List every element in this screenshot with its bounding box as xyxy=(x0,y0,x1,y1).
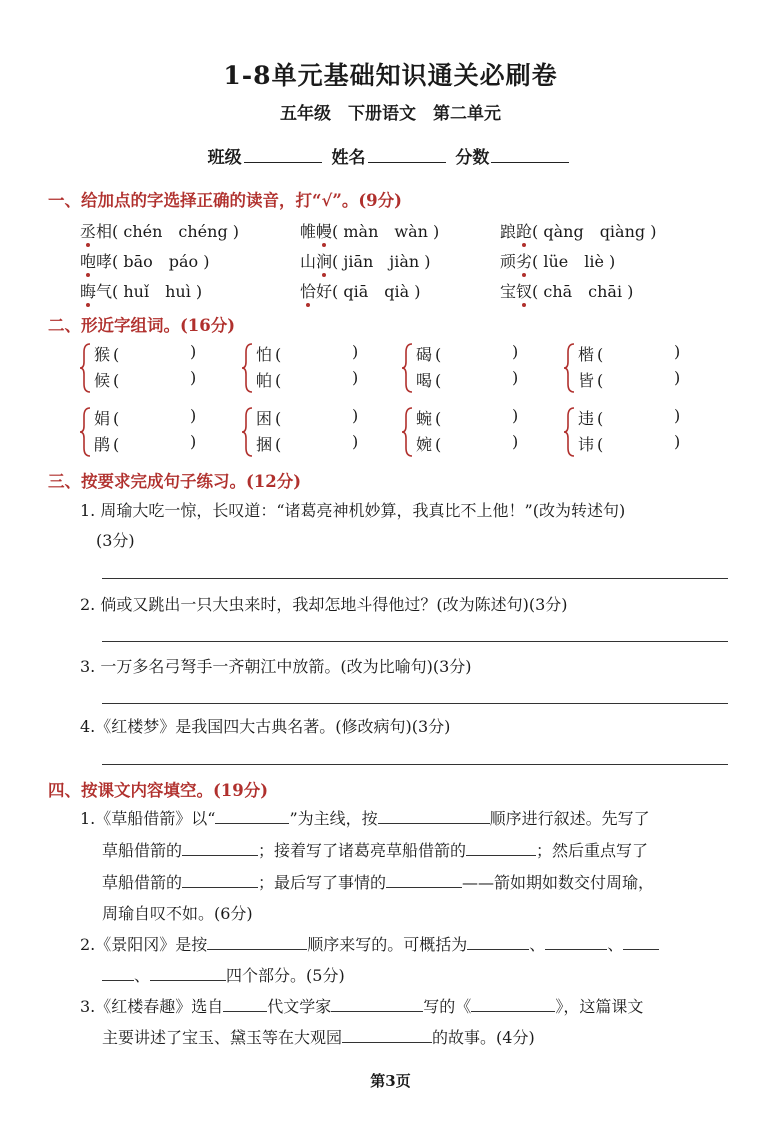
s1-item xyxy=(80,219,239,242)
s4-q1-blank-4[interactable] xyxy=(466,840,536,856)
s4-q2-blank-5[interactable] xyxy=(150,965,226,981)
s4-q3-blank-2[interactable] xyxy=(331,996,423,1012)
name-label: 姓名 xyxy=(331,148,366,168)
s1-word-part: 山 xyxy=(300,252,317,271)
s4-q3-text-e: 主要讲述了宝玉、黛玉等在大观园 xyxy=(102,1028,343,1047)
s1-word-part: 好 xyxy=(316,282,333,301)
s4-q3-line1 xyxy=(80,994,643,1017)
s2-paren-close: ) xyxy=(190,368,197,387)
s2-char: 蜿 xyxy=(416,409,433,428)
s2-char: 候 xyxy=(94,371,111,390)
s4-q1-text-d: 草船借箭的 xyxy=(102,841,183,860)
s4-q3-blank-4[interactable] xyxy=(342,1027,432,1043)
s4-q1-text-f: ；然后重点写了 xyxy=(536,841,649,860)
s2-paren-close: ) xyxy=(512,342,519,361)
s2-paren-close: ) xyxy=(352,342,359,361)
brace-icon xyxy=(242,406,254,458)
s4-q2-blank-4b[interactable] xyxy=(102,965,134,981)
s2-paren-close: ) xyxy=(512,406,519,425)
s2-row[interactable] xyxy=(256,406,281,429)
s2-row[interactable] xyxy=(416,342,441,365)
s4-q1-blank-6[interactable] xyxy=(386,872,462,888)
s4-q1-blank-3[interactable] xyxy=(182,840,258,856)
s2-group xyxy=(242,406,362,460)
s1-dotted-char: 恰 xyxy=(300,279,316,302)
s3-question-1-score: (3分) xyxy=(96,531,135,550)
section2-heading: 二、形近字组词。(16分) xyxy=(48,316,236,335)
s2-paren-open: ( xyxy=(275,435,282,454)
s2-paren-open: ( xyxy=(113,371,120,390)
s2-paren-open: ( xyxy=(435,409,442,428)
s1-pinyin-choices[interactable]: ( qiā qià ) xyxy=(332,282,421,301)
s2-char: 怕 xyxy=(256,345,273,364)
section1-heading: 一、给加点的字选择正确的读音，打“√”。(9分) xyxy=(48,191,402,210)
s2-paren-open: ( xyxy=(597,435,604,454)
page-subtitle: 五年级 下册语文 第二单元 xyxy=(280,104,501,124)
s4-q3-line2 xyxy=(102,1025,535,1048)
s2-char: 娟 xyxy=(94,409,111,428)
s1-dotted-char: 跄 xyxy=(516,219,532,242)
s1-dotted-char: 晦 xyxy=(80,279,96,302)
s1-item xyxy=(80,249,210,272)
s1-pinyin-choices[interactable]: ( qàng qiàng ) xyxy=(532,222,657,241)
s2-char: 捆 xyxy=(256,435,273,454)
brace-icon xyxy=(402,406,414,458)
brace-icon xyxy=(80,342,92,394)
s4-q3-text-f: 的故事。(4分) xyxy=(432,1028,535,1047)
s2-char: 皆 xyxy=(578,371,595,390)
s3-answer-line-4[interactable] xyxy=(102,764,728,765)
s1-pinyin-choices[interactable]: ( màn wàn ) xyxy=(332,222,440,241)
s2-group xyxy=(402,342,522,396)
s2-paren-close: ) xyxy=(674,406,681,425)
s2-group xyxy=(564,342,684,396)
s2-paren-open: ( xyxy=(275,409,282,428)
s1-item xyxy=(500,279,633,302)
s2-row[interactable] xyxy=(94,368,119,391)
s1-item xyxy=(500,219,656,242)
s1-pinyin-choices[interactable]: ( huǐ huì ) xyxy=(112,282,203,301)
s1-pinyin-choices[interactable]: ( jiān jiàn ) xyxy=(332,252,431,271)
s4-q2-blank-3[interactable] xyxy=(545,934,607,950)
s2-row[interactable] xyxy=(256,342,281,365)
class-label: 班级 xyxy=(207,148,242,168)
s1-dotted-char: 钗 xyxy=(516,279,532,302)
s2-paren-close: ) xyxy=(352,432,359,451)
s2-paren-close: ) xyxy=(190,342,197,361)
s2-group xyxy=(242,342,362,396)
s4-q2-blank-4a[interactable] xyxy=(623,934,659,950)
s2-paren-close: ) xyxy=(674,368,681,387)
class-blank[interactable] xyxy=(244,146,322,163)
s2-paren-close: ) xyxy=(512,432,519,451)
s1-dotted-char: 幔 xyxy=(316,219,332,242)
s1-dotted-char: 劣 xyxy=(516,249,532,272)
s2-paren-open: ( xyxy=(435,345,442,364)
s2-char: 鹃 xyxy=(94,435,111,454)
s4-q1-text-c: 顺序进行叙述。先写了 xyxy=(489,809,650,828)
s2-char: 碣 xyxy=(416,345,433,364)
s4-q1-text-e: ；接着写了诸葛亮草船借箭的 xyxy=(258,841,467,860)
s1-word-part: 顽 xyxy=(500,252,517,271)
s4-q1-text-i: ——箭如期如数交付周瑜， xyxy=(462,873,655,892)
s3-question-1: 1. 周瑜大吃一惊，长叹道：“诸葛亮神机妙算，我真比不上他！”(改为转述句) xyxy=(80,501,626,520)
s2-paren-close: ) xyxy=(674,432,681,451)
student-info-row xyxy=(0,143,781,168)
s4-q1-line3 xyxy=(102,870,654,893)
s2-char: 帕 xyxy=(256,371,273,390)
s1-item xyxy=(300,279,421,302)
s2-paren-open: ( xyxy=(435,435,442,454)
s2-char: 猴 xyxy=(94,345,111,364)
s1-word-part: 踉 xyxy=(500,222,517,241)
score-label: 分数 xyxy=(455,148,490,168)
brace-icon xyxy=(564,342,576,394)
s3-answer-line-2[interactable] xyxy=(102,641,728,642)
s4-q1-text-a: 1.《草船借箭》以“ xyxy=(80,809,216,828)
s1-dotted-char: 咆 xyxy=(80,249,96,272)
s1-pinyin-choices[interactable]: ( bāo páo ) xyxy=(112,252,210,271)
s2-paren-open: ( xyxy=(113,409,120,428)
s4-q1-blank-2[interactable] xyxy=(378,808,490,824)
s2-row[interactable] xyxy=(256,368,281,391)
s3-question-3: 3. 一万多名弓弩手一齐朝江中放箭。(改为比喻句)(3分) xyxy=(80,657,472,676)
brace-icon xyxy=(402,342,414,394)
page-number: 第3页 xyxy=(370,1072,411,1090)
s1-pinyin-choices[interactable]: ( lüe liè ) xyxy=(532,252,616,271)
s4-q3-blank-1[interactable] xyxy=(223,996,267,1012)
s2-row[interactable] xyxy=(94,432,119,455)
s2-paren-open: ( xyxy=(597,371,604,390)
s4-q3-text-b: 代文学家 xyxy=(267,997,332,1016)
s2-row[interactable] xyxy=(578,342,603,365)
s4-q1-line2 xyxy=(102,838,648,861)
s2-row[interactable] xyxy=(94,406,119,429)
s2-paren-open: ( xyxy=(275,345,282,364)
brace-icon xyxy=(564,406,576,458)
s4-q2-text-d: 、 xyxy=(607,935,624,954)
s3-question-4: 4.《红楼梦》是我国四大古典名著。(修改病句)(3分) xyxy=(80,717,451,736)
section3-heading: 三、按要求完成句子练习。(12分) xyxy=(48,472,302,491)
s3-answer-line-1[interactable] xyxy=(102,578,728,579)
s2-row[interactable] xyxy=(256,432,281,455)
s1-word-part: 宝 xyxy=(500,282,517,301)
name-blank[interactable] xyxy=(368,146,446,163)
s1-word-part: 相 xyxy=(96,222,113,241)
s4-q2-text-b: 顺序来写的。可概括为 xyxy=(307,935,468,954)
s1-dotted-char: 丞 xyxy=(80,219,96,242)
s1-item xyxy=(300,249,431,272)
s4-q2-text-c: 、 xyxy=(529,935,546,954)
s4-q2-text-f: 四个部分。(5分) xyxy=(226,966,345,985)
s2-group xyxy=(80,342,200,396)
s2-char: 违 xyxy=(578,409,595,428)
s4-q2-blank-1[interactable] xyxy=(207,934,307,950)
s2-row[interactable] xyxy=(416,368,441,391)
s2-row[interactable] xyxy=(578,406,603,429)
page-title: 1-8单元基础知识通关必刷卷 xyxy=(223,61,558,90)
s2-row[interactable] xyxy=(578,432,603,455)
s2-paren-close: ) xyxy=(352,368,359,387)
s4-q1-blank-1[interactable] xyxy=(215,808,289,824)
s3-answer-line-3[interactable] xyxy=(102,703,728,704)
s2-char: 喝 xyxy=(416,371,433,390)
s4-q3-text-a: 3.《红楼春趣》选自 xyxy=(80,997,224,1016)
s1-pinyin-choices[interactable]: ( chén chéng ) xyxy=(112,222,240,241)
s4-q2-line1 xyxy=(80,932,659,955)
s2-paren-open: ( xyxy=(597,345,604,364)
s2-group xyxy=(80,406,200,460)
s2-paren-close: ) xyxy=(674,342,681,361)
s1-word-part: 气 xyxy=(96,282,113,301)
s2-group xyxy=(402,406,522,460)
s2-paren-close: ) xyxy=(352,406,359,425)
s1-dotted-char: 涧 xyxy=(316,249,332,272)
s2-row[interactable] xyxy=(416,432,441,455)
s1-item xyxy=(80,279,202,302)
s4-q2-text-e: 、 xyxy=(134,966,151,985)
s4-q1-line1 xyxy=(80,806,650,829)
s2-paren-close: ) xyxy=(190,406,197,425)
s4-q3-text-d: 》，这篇课文 xyxy=(555,997,644,1016)
s2-paren-open: ( xyxy=(113,435,120,454)
s2-row[interactable] xyxy=(578,368,603,391)
s4-q1-text-h: ；最后写了事情的 xyxy=(258,873,387,892)
section4-heading: 四、按课文内容填空。(19分) xyxy=(48,781,269,800)
s2-paren-close: ) xyxy=(190,432,197,451)
brace-icon xyxy=(80,406,92,458)
s1-word-part: 帷 xyxy=(300,222,317,241)
s2-paren-open: ( xyxy=(113,345,120,364)
s3-question-2: 2. 倘或又跳出一只大虫来时，我却怎地斗得他过？(改为陈述句)(3分) xyxy=(80,595,568,614)
s2-char: 讳 xyxy=(578,435,595,454)
s4-q1-line4: 周瑜自叹不如。(6分) xyxy=(102,904,253,923)
brace-icon xyxy=(242,342,254,394)
s4-q2-blank-2[interactable] xyxy=(467,934,529,950)
s2-row[interactable] xyxy=(416,406,441,429)
s4-q3-text-c: 写的《 xyxy=(423,997,472,1016)
s4-q3-blank-3[interactable] xyxy=(471,996,555,1012)
score-blank[interactable] xyxy=(491,146,569,163)
s1-item xyxy=(500,249,615,272)
s4-q2-text-a: 2.《景阳冈》是按 xyxy=(80,935,208,954)
s4-q1-text-b: ”为主线，按 xyxy=(289,809,378,828)
s2-paren-open: ( xyxy=(435,371,442,390)
s2-paren-open: ( xyxy=(597,409,604,428)
s2-row[interactable] xyxy=(94,342,119,365)
s4-q1-blank-5[interactable] xyxy=(182,872,258,888)
s2-group xyxy=(564,406,684,460)
s4-q2-line2 xyxy=(102,963,345,986)
s1-pinyin-choices[interactable]: ( chā chāi ) xyxy=(532,282,634,301)
s1-item xyxy=(300,219,439,242)
s2-char: 楷 xyxy=(578,345,595,364)
s2-paren-close: ) xyxy=(512,368,519,387)
s4-q1-text-g: 草船借箭的 xyxy=(102,873,183,892)
s2-char: 婉 xyxy=(416,435,433,454)
s2-char: 困 xyxy=(256,409,273,428)
s1-word-part: 哮 xyxy=(96,252,113,271)
s2-paren-open: ( xyxy=(275,371,282,390)
